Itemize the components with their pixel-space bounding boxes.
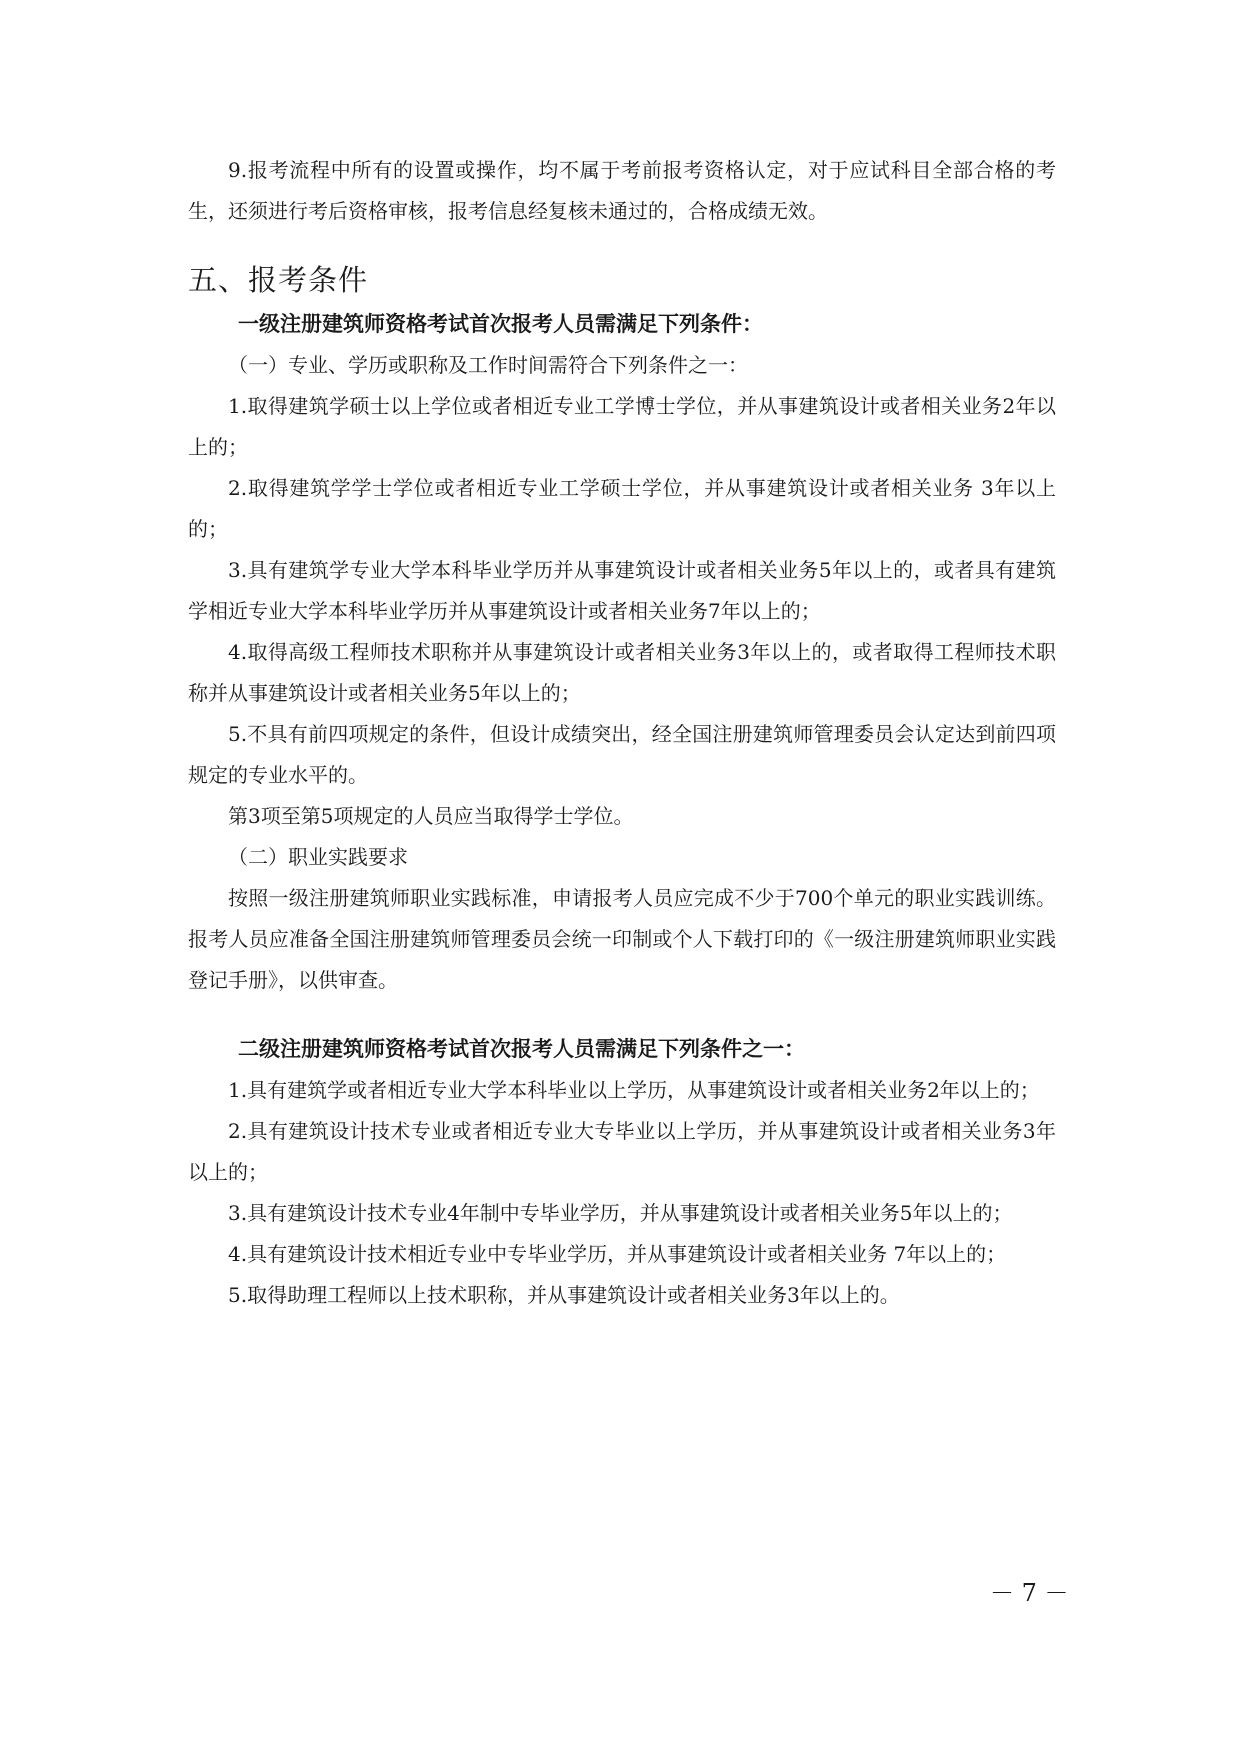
document-page <box>188 150 1056 1316</box>
level2-item: 5.取得助理工程师以上技术职称，并从事建筑设计或者相关业务3年以上的。 <box>228 1283 900 1307</box>
level1-note: 第3项至第5项规定的人员应当取得学士学位。 <box>228 804 634 828</box>
level1-practice-text: 按照一级注册建筑师职业实践标准，申请报考人员应完成不少于700个单元的职业实践训练。报考人员应准备全国注册建筑师管理委员会统一印制或个人下载打印的《一级注册建筑师职业实践登记手册》，以供审查。 <box>188 886 1056 992</box>
paragraph-item-9: 9.报考流程中所有的设置或操作，均不属于考前报考资格认定，对于应试科目全部合格的考生，还须进行考后资格审核，报考信息经复核未通过的，合格成绩无效。 <box>188 158 1056 223</box>
level1-item: 1.取得建筑学硕士以上学位或者相近专业工学博士学位，并从事建筑设计或者相关业务2年以上的； <box>188 394 1056 459</box>
level1-heading: 一级注册建筑师资格考试首次报考人员需满足下列条件： <box>238 312 763 336</box>
level1-subheading-1: （一）专业、学历或职称及工作时间需符合下列条件之一： <box>228 353 748 377</box>
level1-item: 4.取得高级工程师技术职称并从事建筑设计或者相关业务3年以上的，或者取得工程师技术职称并从事建筑设计或者相关业务5年以上的； <box>188 640 1056 705</box>
level1-item: 5.不具有前四项规定的条件，但设计成绩突出，经全国注册建筑师管理委员会认定达到前四项规定的专业水平的。 <box>188 722 1056 787</box>
level2-heading: 二级注册建筑师资格考试首次报考人员需满足下列条件之一： <box>238 1037 805 1061</box>
level2-item: 1.具有建筑学或者相近专业大学本科毕业以上学历，从事建筑设计或者相关业务2年以上的； <box>228 1078 1040 1102</box>
level1-item: 2.取得建筑学学士学位或者相近专业工学硕士学位，并从事建筑设计或者相关业务 3年以上的； <box>188 476 1056 541</box>
level1-item: 3.具有建筑学专业大学本科毕业学历并从事建筑设计或者相关业务5年以上的，或者具有建筑学相近专业大学本科毕业学历并从事建筑设计或者相关业务7年以上的； <box>188 558 1056 623</box>
level2-item: 3.具有建筑设计技术专业4年制中专毕业学历，并从事建筑设计或者相关业务5年以上的； <box>228 1201 1013 1225</box>
section-title: 五、报考条件 <box>188 263 369 297</box>
level2-item: 4.具有建筑设计技术相近专业中专毕业学历，并从事建筑设计或者相关业务 7年以上的； <box>228 1242 1007 1266</box>
level1-subheading-2: （二）职业实践要求 <box>228 845 408 869</box>
level2-item: 2.具有建筑设计技术专业或者相近专业大专毕业以上学历，并从事建筑设计或者相关业务3年以上的； <box>188 1119 1056 1184</box>
page-number: － 7 － <box>990 1579 1069 1607</box>
